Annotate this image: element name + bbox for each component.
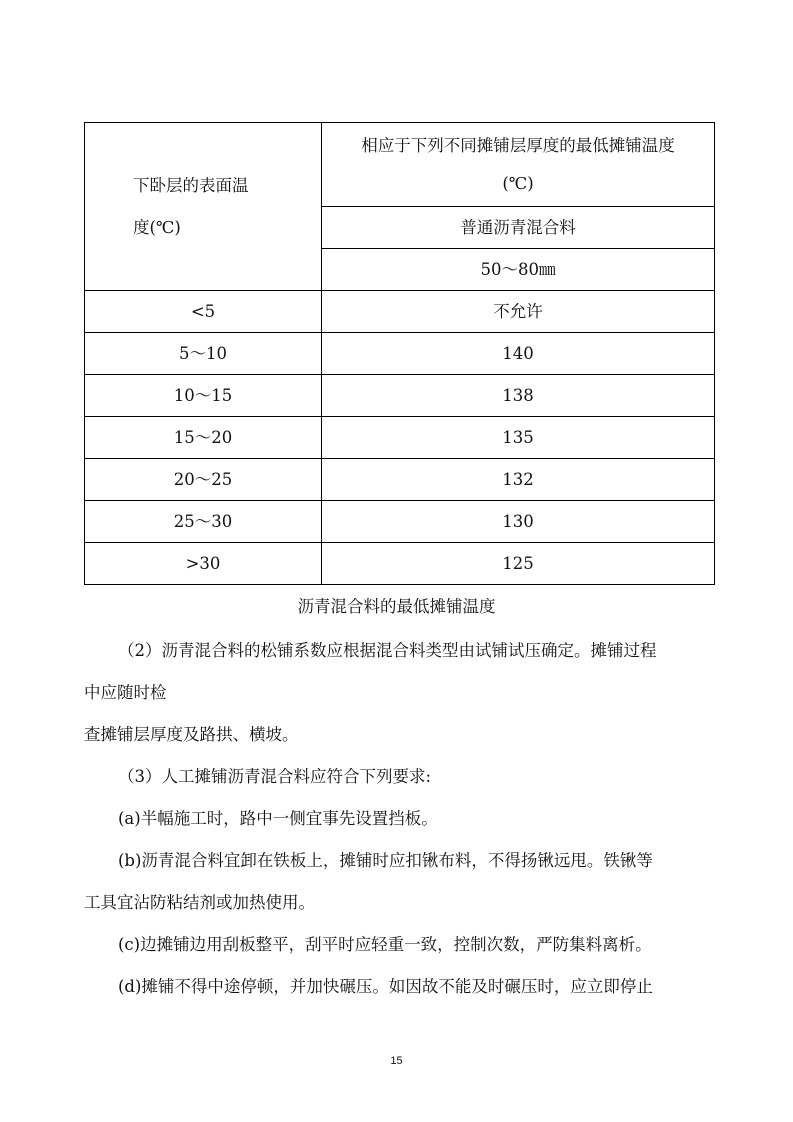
header-min-temp [322,123,715,207]
cell-surface-temp: 20～25 [85,459,322,501]
cell-surface-temp: 15～20 [85,417,322,459]
paragraph-line: (c)边摊铺边用刮板整平，刮平时应轻重一致，控制次数，严防集料离析。 [118,935,652,954]
cell-min-temp: 138 [322,375,715,417]
header-thickness: 50～80㎜ [322,249,715,291]
cell-min-temp: 135 [322,417,715,459]
cell-surface-temp: >30 [85,543,322,585]
table-row [85,291,715,333]
table-row [85,375,715,417]
table-row [85,501,715,543]
cell-min-temp: 140 [322,333,715,375]
cell-min-temp: 130 [322,501,715,543]
cell-surface-temp: 10～15 [85,375,322,417]
cell-min-temp: 132 [322,459,715,501]
paragraph-line: （2）沥青混合料的松铺系数应根据混合料类型由试铺试压确定。摊铺过程 [118,641,657,660]
cell-surface-temp: 25～30 [85,501,322,543]
table-row [85,333,715,375]
cell-surface-temp: 5～10 [85,333,322,375]
table-row [85,459,715,501]
paragraph-line: (d)摊铺不得中途停顿，并加快碾压。如因故不能及时碾压时，应立即停止 [118,977,653,996]
paragraph-line: 工具宜沾防粘结剂或加热使用。 [84,893,315,912]
header-surface-temp [85,123,322,291]
cell-min-temp: 125 [322,543,715,585]
header-left-line: 度(℃) [133,217,181,237]
page-number: 15 [390,1055,403,1067]
paragraph-line: (b)沥青混合料宜卸在铁板上，摊铺时应扣锹布料，不得扬锹远甩。铁锹等 [118,851,653,870]
paragraph-line: (a)半幅施工时，路中一侧宜事先设置挡板。 [118,809,438,828]
header-mix-type: 普通沥青混合料 [322,207,715,249]
table-row [85,417,715,459]
cell-min-temp: 不允许 [322,291,715,333]
header-left-line: 下卧层的表面温 [133,175,249,195]
cell-surface-temp: <5 [85,291,322,333]
paragraph-line: （3）人工摊铺沥青混合料应符合下列要求: [118,767,432,786]
table-caption: 沥青混合料的最低摊铺温度 [297,597,496,616]
table-row [85,543,715,585]
paragraph-line: 查摊铺层厚度及路拱、横坡。 [84,725,299,744]
header-top-line: (℃) [502,173,534,193]
paragraph-line: 中应随时检 [84,683,167,702]
header-top-line: 相应于下列不同摊铺层厚度的最低摊铺温度 [361,135,675,155]
table-header-row [85,123,715,207]
min-paving-temperature-table [84,122,715,585]
